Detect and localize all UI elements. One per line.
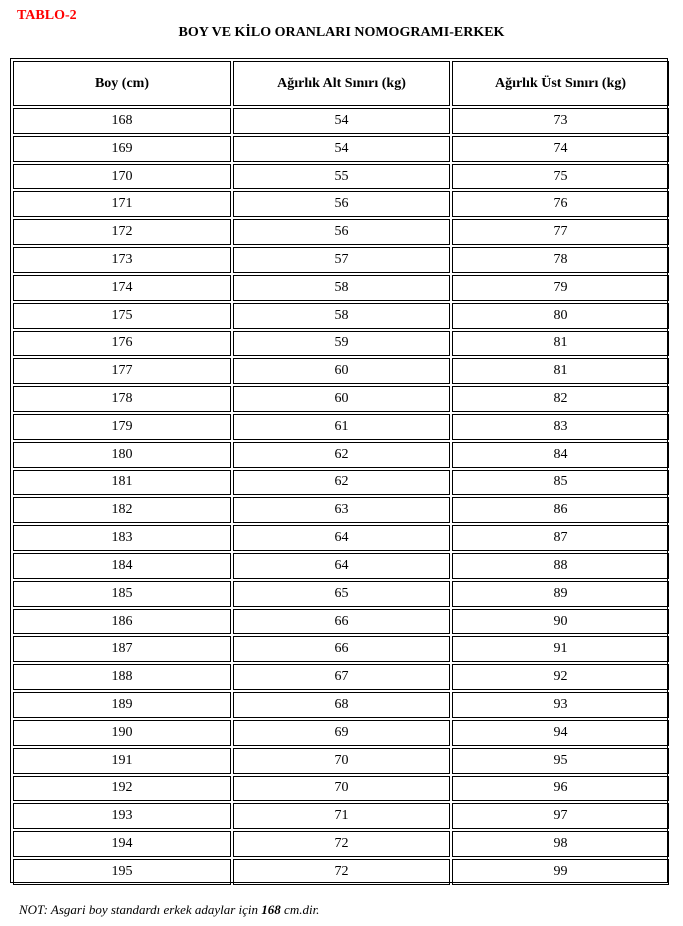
weight-min-cell: 71: [233, 803, 450, 829]
weight-max-cell: 99: [452, 859, 669, 885]
weight-min-cell: 70: [233, 776, 450, 802]
weight-min-cell: 58: [233, 275, 450, 301]
height-cell: 169: [13, 136, 231, 162]
height-cell: 174: [13, 275, 231, 301]
weight-max-cell: 89: [452, 581, 669, 607]
column-header-weight-max: Ağırlık Üst Sınırı (kg): [452, 61, 669, 106]
weight-max-cell: 94: [452, 720, 669, 746]
height-cell: 188: [13, 664, 231, 690]
weight-min-cell: 66: [233, 636, 450, 662]
height-cell: 183: [13, 525, 231, 551]
table-row: [13, 275, 669, 301]
weight-max-cell: 81: [452, 358, 669, 384]
footnote: [19, 902, 319, 917]
height-cell: 189: [13, 692, 231, 718]
weight-min-cell: 56: [233, 191, 450, 217]
column-header-weight-min: Ağırlık Alt Sınırı (kg): [233, 61, 450, 106]
weight-max-cell: 75: [452, 164, 669, 190]
table-header-row: [13, 61, 669, 106]
height-cell: 195: [13, 859, 231, 885]
weight-max-cell: 76: [452, 191, 669, 217]
table-row: [13, 442, 669, 468]
height-cell: 177: [13, 358, 231, 384]
table-row: [13, 108, 669, 134]
height-cell: 184: [13, 553, 231, 579]
weight-max-cell: 95: [452, 748, 669, 774]
height-cell: 194: [13, 831, 231, 857]
weight-min-cell: 59: [233, 331, 450, 357]
weight-max-cell: 82: [452, 386, 669, 412]
column-header-height: Boy (cm): [13, 61, 231, 106]
footnote-suffix: cm.dir.: [280, 902, 320, 917]
table-row: [13, 553, 669, 579]
weight-min-cell: 70: [233, 748, 450, 774]
height-cell: 171: [13, 191, 231, 217]
table-row: [13, 525, 669, 551]
table-row: [13, 303, 669, 329]
weight-min-cell: 55: [233, 164, 450, 190]
weight-min-cell: 60: [233, 386, 450, 412]
height-cell: 175: [13, 303, 231, 329]
weight-min-cell: 57: [233, 247, 450, 273]
weight-max-cell: 93: [452, 692, 669, 718]
table-row: [13, 386, 669, 412]
table-row: [13, 581, 669, 607]
weight-max-cell: 87: [452, 525, 669, 551]
table-row: [13, 776, 669, 802]
weight-min-cell: 72: [233, 831, 450, 857]
height-cell: 182: [13, 497, 231, 523]
weight-min-cell: 54: [233, 136, 450, 162]
table-row: [13, 803, 669, 829]
weight-max-cell: 73: [452, 108, 669, 134]
height-cell: 170: [13, 164, 231, 190]
table-row: [13, 859, 669, 885]
weight-max-cell: 88: [452, 553, 669, 579]
weight-max-cell: 74: [452, 136, 669, 162]
table-row: [13, 720, 669, 746]
weight-max-cell: 91: [452, 636, 669, 662]
weight-min-cell: 62: [233, 470, 450, 496]
weight-max-cell: 98: [452, 831, 669, 857]
table-row: [13, 497, 669, 523]
footnote-prefix: NOT: Asgari boy standardı erkek adaylar için: [19, 902, 262, 917]
height-cell: 168: [13, 108, 231, 134]
weight-max-cell: 84: [452, 442, 669, 468]
table-row: [13, 414, 669, 440]
weight-min-cell: 62: [233, 442, 450, 468]
weight-max-cell: 97: [452, 803, 669, 829]
weight-min-cell: 60: [233, 358, 450, 384]
table-label: TABLO-2: [17, 8, 77, 23]
height-cell: 178: [13, 386, 231, 412]
weight-max-cell: 90: [452, 609, 669, 635]
weight-min-cell: 64: [233, 525, 450, 551]
weight-max-cell: 78: [452, 247, 669, 273]
weight-max-cell: 80: [452, 303, 669, 329]
weight-min-cell: 54: [233, 108, 450, 134]
table-row: [13, 191, 669, 217]
height-cell: 190: [13, 720, 231, 746]
height-cell: 191: [13, 748, 231, 774]
table-row: [13, 470, 669, 496]
height-cell: 176: [13, 331, 231, 357]
weight-max-cell: 86: [452, 497, 669, 523]
weight-min-cell: 65: [233, 581, 450, 607]
weight-min-cell: 69: [233, 720, 450, 746]
height-cell: 185: [13, 581, 231, 607]
height-cell: 186: [13, 609, 231, 635]
height-cell: 192: [13, 776, 231, 802]
weight-max-cell: 79: [452, 275, 669, 301]
height-cell: 179: [13, 414, 231, 440]
weight-min-cell: 63: [233, 497, 450, 523]
weight-max-cell: 92: [452, 664, 669, 690]
weight-max-cell: 85: [452, 470, 669, 496]
footnote-min-height: 168: [261, 902, 281, 917]
table-row: [13, 331, 669, 357]
weight-min-cell: 64: [233, 553, 450, 579]
weight-max-cell: 83: [452, 414, 669, 440]
height-cell: 180: [13, 442, 231, 468]
table-row: [13, 664, 669, 690]
height-cell: 193: [13, 803, 231, 829]
weight-min-cell: 67: [233, 664, 450, 690]
height-cell: 187: [13, 636, 231, 662]
weight-min-cell: 56: [233, 219, 450, 245]
table-row: [13, 219, 669, 245]
height-cell: 172: [13, 219, 231, 245]
table-row: [13, 692, 669, 718]
weight-min-cell: 68: [233, 692, 450, 718]
table-row: [13, 748, 669, 774]
weight-min-cell: 66: [233, 609, 450, 635]
nomogram-table: [11, 59, 671, 887]
nomogram-table-container: [10, 58, 668, 883]
table-row: [13, 636, 669, 662]
table-row: [13, 164, 669, 190]
height-cell: 173: [13, 247, 231, 273]
document-title: BOY VE KİLO ORANLARI NOMOGRAMI-ERKEK: [178, 25, 505, 40]
height-cell: 181: [13, 470, 231, 496]
table-row: [13, 609, 669, 635]
weight-min-cell: 58: [233, 303, 450, 329]
weight-max-cell: 96: [452, 776, 669, 802]
table-row: [13, 136, 669, 162]
table-body: [13, 108, 669, 885]
table-row: [13, 247, 669, 273]
weight-max-cell: 77: [452, 219, 669, 245]
weight-min-cell: 72: [233, 859, 450, 885]
table-row: [13, 831, 669, 857]
weight-max-cell: 81: [452, 331, 669, 357]
weight-min-cell: 61: [233, 414, 450, 440]
table-row: [13, 358, 669, 384]
